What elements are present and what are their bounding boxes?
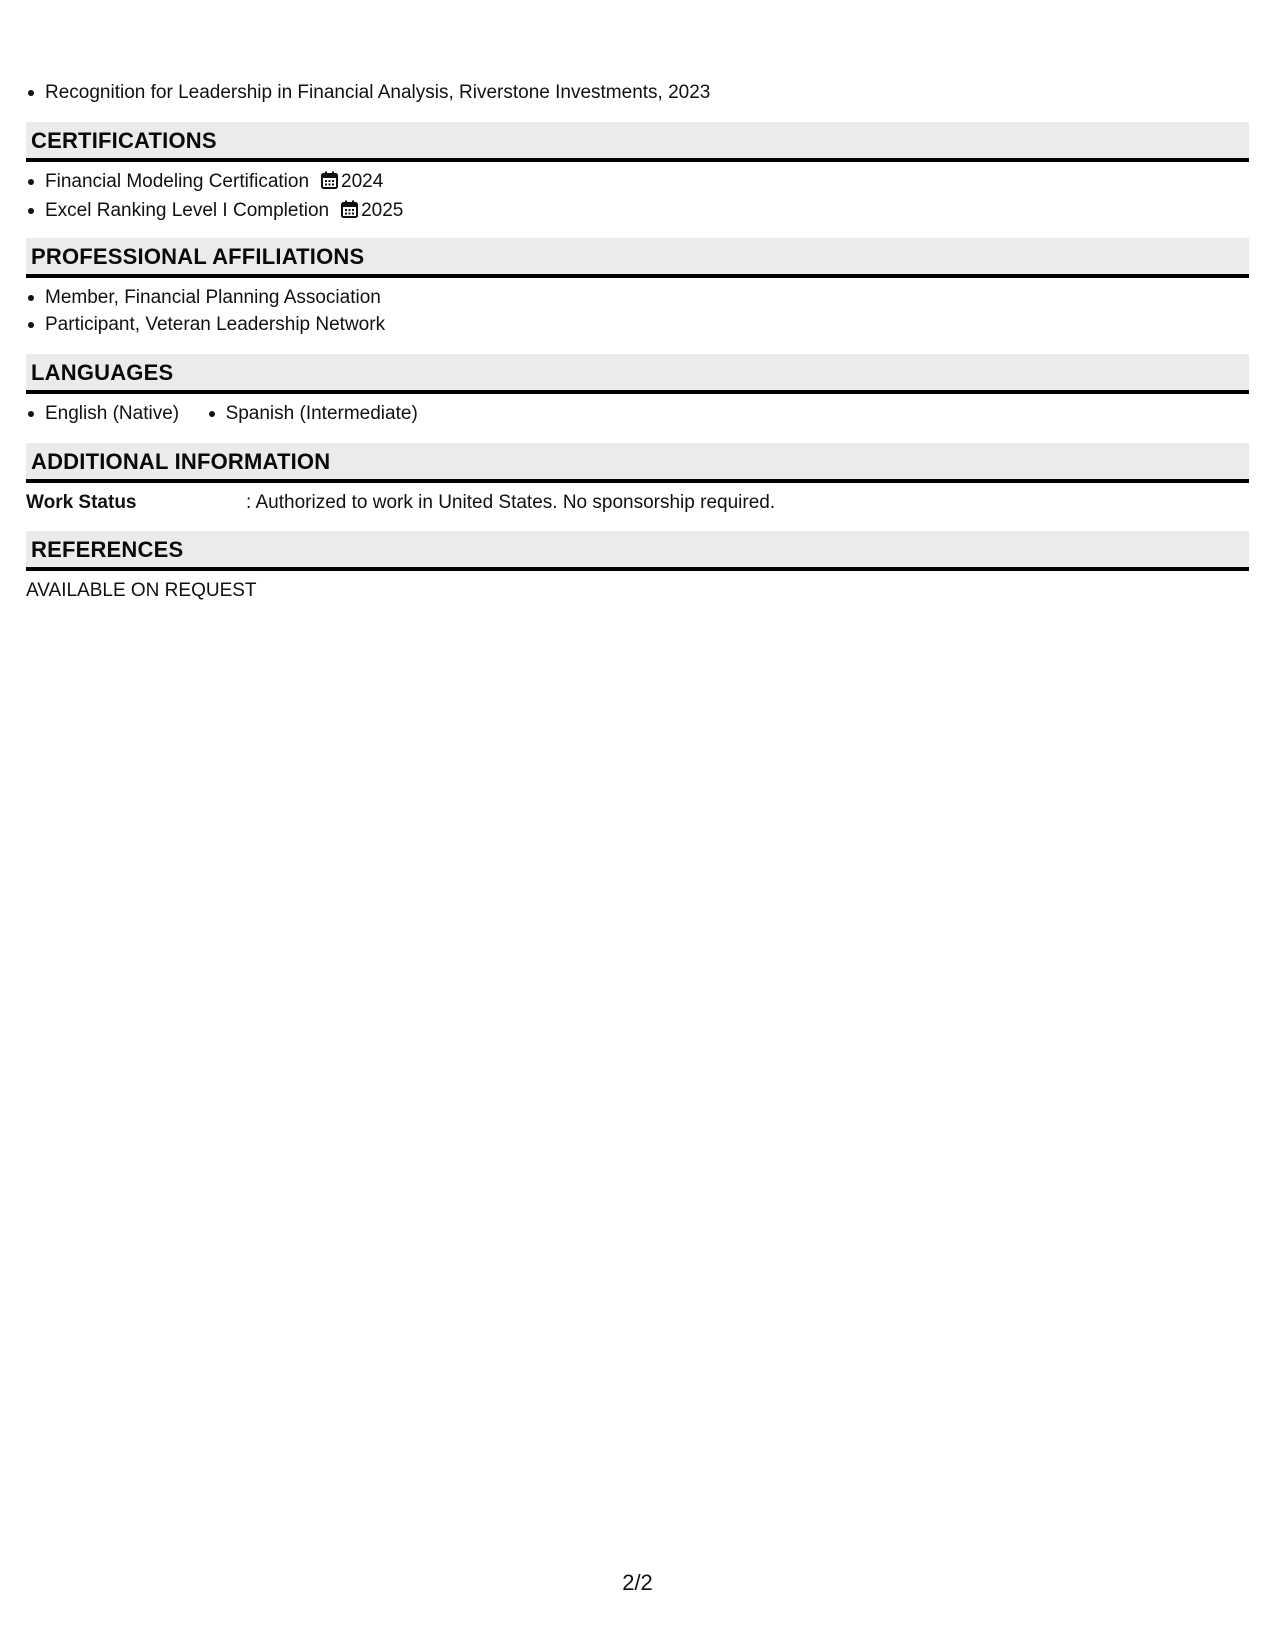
affiliation-item: Member, Financial Planning Association [45, 284, 1249, 311]
languages-section [26, 354, 1249, 427]
certifications-section [26, 122, 1249, 226]
certification-item [45, 168, 1249, 197]
calendar-icon [341, 199, 358, 226]
references-section [26, 531, 1249, 604]
awards-list-continued [26, 79, 710, 106]
certification-item [45, 197, 1249, 226]
award-item: Recognition for Leadership in Financial Analysis, Riverstone Investments, 2023 [45, 79, 710, 106]
additional-info-section [26, 443, 1249, 516]
certifications-list [26, 168, 1249, 226]
language-item: Spanish (Intermediate) [226, 400, 418, 427]
section-header-certifications: CERTIFICATIONS [26, 122, 1249, 162]
references-text: AVAILABLE ON REQUEST [26, 580, 257, 601]
work-status-row [26, 489, 1249, 516]
certification-name: Financial Modeling Certification [45, 171, 310, 192]
section-header-affiliations: PROFESSIONAL AFFILIATIONS [26, 238, 1249, 278]
languages-list [26, 400, 1249, 427]
certification-year: 2024 [341, 171, 384, 192]
calendar-icon [321, 170, 338, 197]
certification-year: 2025 [361, 200, 404, 221]
affiliations-section [26, 238, 1249, 338]
section-header-references: REFERENCES [26, 531, 1249, 571]
certification-name: Excel Ranking Level I Completion [45, 200, 330, 221]
work-status-value: : Authorized to work in United States. No sponsorship required. [246, 492, 776, 513]
section-header-additional-info: ADDITIONAL INFORMATION [26, 443, 1249, 483]
section-header-languages: LANGUAGES [26, 354, 1249, 394]
affiliation-item: Participant, Veteran Leadership Network [45, 311, 1249, 338]
work-status-label: Work Status [26, 492, 137, 513]
page-number: 2/2 [622, 1570, 653, 1595]
language-item: English (Native) [45, 400, 179, 427]
affiliations-list [26, 284, 1249, 338]
